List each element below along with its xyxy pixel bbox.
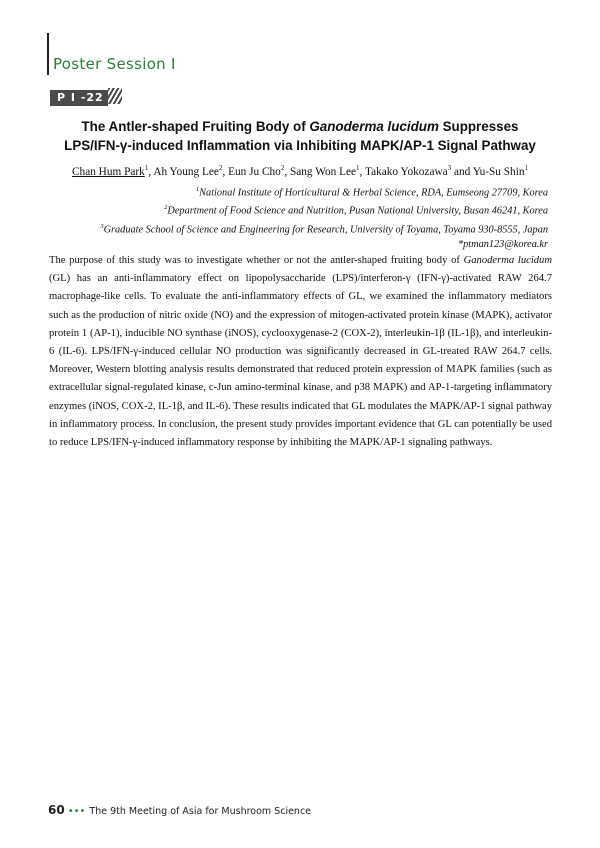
author-name: Eun Ju Cho bbox=[228, 165, 281, 178]
author-name: Sang Won Lee bbox=[289, 165, 357, 178]
page-number: 60 bbox=[48, 803, 65, 817]
author-affiliation: 1 bbox=[144, 164, 149, 172]
badge-stripes bbox=[108, 88, 122, 104]
abstract-body: The purpose of this study was to investigate whether or not the antler-shaped fruiting body of Ganoderma lucidum (GL) has an anti-inflammatory effect on lipopolysaccharide (LPS)/interferon-γ (IFN-γ)-activated RAW 264.7 macrophage-like cells. To evaluate the anti-inflammatory effects of GL, we examined the inflammatory mediators such as the production of nitric oxide (NO) and the expression of mitogen-activated protein kinase (MAPK), activator protein 1 (AP-1), inducible NO synthase (iNOS), cyclooxygenase-2 (COX-2), interleukin-1β (IL-1β), and interleukin-6 (IL-6). LPS/IFN-γ-induced cellular NO production was significantly decreased in GL-treated RAW 264.7 cells. Moreover, Western blotting analysis results demonstrated that reduced protein expression of MAPK families (such as extracellular signal-regulated kinase, c-Jun amino-terminal kinase, and p38 MAPK) and AP-1-targeting inflammatory enzymes (iNOS, COX-2, IL-1β, and IL-6). These results indicated that GL modulates the MAPK/AP-1 signal pathway in inflammatory process. In conclusion, the present study provides important evidence that GL can potentially be used to reduce LPS/IFN-γ-induced inflammatory response by inhibiting the MAPK/AP-1 signaling pathways. bbox=[49, 255, 553, 449]
session-title: Poster Session I bbox=[53, 55, 176, 73]
affiliation-line: $^3$Graduate School of Science and Engineering for Research, University of Toyama, Toyama 930-8555, Japan bbox=[100, 222, 548, 236]
author-affiliation: 1 bbox=[356, 164, 360, 172]
meeting-name: The 9th Meeting of Asia for Mushroom Science bbox=[89, 806, 312, 817]
poster-badge bbox=[50, 88, 122, 104]
header-rule bbox=[47, 33, 49, 75]
title-line1-pre: The Antler-shaped Fruiting Body of bbox=[81, 119, 310, 134]
affiliation-line: $^1$National Institute of Horticultural & Herbal Science, RDA, Eumseong 27709, Korea bbox=[195, 186, 548, 199]
author-affiliation: 2 bbox=[280, 164, 285, 172]
author-list: Chan Hum Park$^1$, Ah Young Lee$^2$, Eun Ju Cho$^2$, Sang Won Lee$^1$, Takako Yokozawa$^3$ and Yu-Su Shin$^1$ bbox=[72, 164, 528, 178]
affiliation-line: $^2$Department of Food Science and Nutrition, Pusan National University, Busan 46241, Korea bbox=[164, 204, 548, 217]
contact-email: *ptman123@korea.kr bbox=[457, 239, 548, 251]
author-name: Takako Yokozawa bbox=[364, 165, 448, 178]
author-name: Chan Hum Park bbox=[72, 165, 145, 178]
affiliations bbox=[48, 182, 548, 252]
author-name: Ah Young Lee bbox=[153, 165, 219, 178]
author-affiliation: 2 bbox=[218, 164, 223, 172]
poster-id: P I -22 bbox=[50, 90, 108, 106]
paper-title bbox=[40, 117, 560, 155]
page-footer bbox=[48, 799, 311, 818]
footer-dots: ••• bbox=[67, 806, 86, 817]
title-line1-post: Suppresses bbox=[438, 119, 519, 134]
author-affiliation: 3 bbox=[447, 164, 452, 172]
title-line2: LPS/IFN-γ-induced Inflammation via Inhibiting MAPK/AP-1 Signal Pathway bbox=[64, 138, 536, 153]
title-species: Ganoderma lucidum bbox=[309, 119, 439, 134]
species-name: Ganoderma lucidum bbox=[463, 255, 553, 266]
author-affiliation: 1 bbox=[524, 164, 528, 172]
author-name: Yu-Su Shin bbox=[472, 165, 525, 178]
